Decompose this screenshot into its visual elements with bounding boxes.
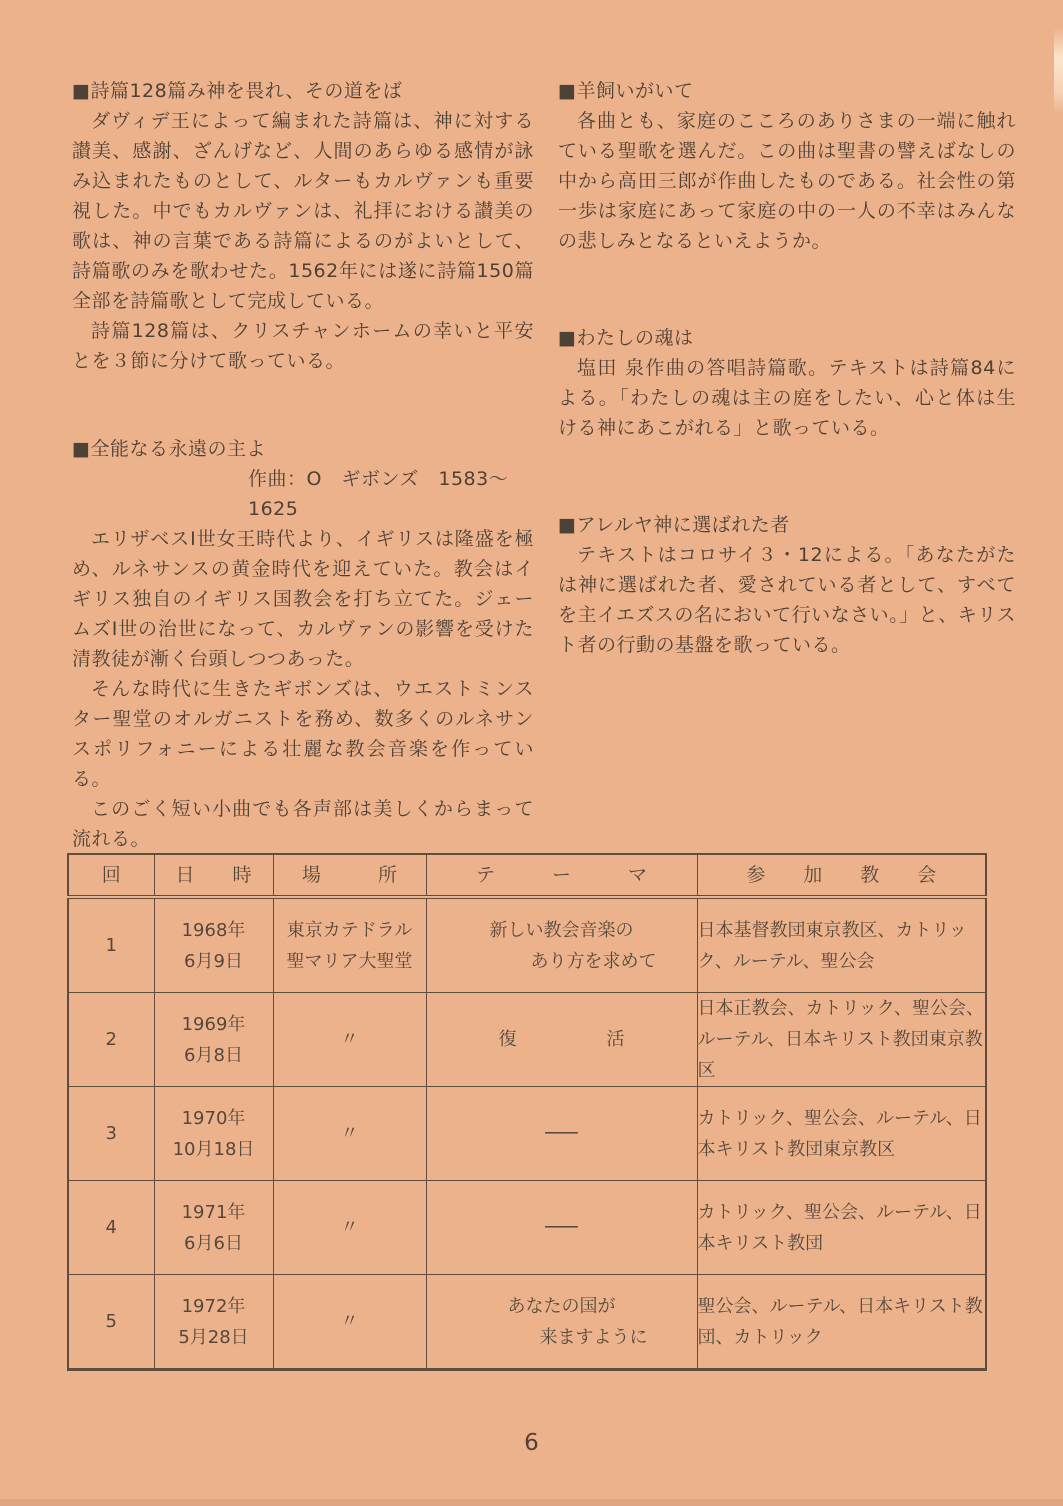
date-day: 5月28日 <box>178 1326 249 1348</box>
page-number: 6 <box>524 1430 539 1456</box>
left-column <box>72 76 534 854</box>
cell-number: 2 <box>68 993 154 1087</box>
section-my-soul <box>558 323 1016 443</box>
ditto-mark: 〃 <box>340 1123 359 1144</box>
cell-theme <box>426 993 697 1087</box>
cell-datetime <box>154 1087 273 1181</box>
column-header-participating-churches: 参 加 教 会 <box>697 854 986 897</box>
cell-place <box>273 993 426 1087</box>
theme-dash: ─── <box>545 1123 578 1144</box>
section-heading: ■アレルヤ神に選ばれた者 <box>558 514 790 536</box>
section-almighty-eternal-lord <box>72 434 534 854</box>
cell-place <box>273 1087 426 1181</box>
cell-theme <box>426 1275 697 1370</box>
cell-datetime <box>154 897 273 993</box>
date-day: 6月9日 <box>184 950 243 972</box>
section-heading: ■全能なる永遠の主よ <box>72 438 266 460</box>
ditto-mark: 〃 <box>340 1311 359 1332</box>
cell-place <box>273 1275 426 1370</box>
theme-line: あり方を求めて <box>530 950 657 972</box>
place-line: 聖マリア大聖堂 <box>286 950 413 972</box>
column-header-datetime: 日 時 <box>154 854 273 897</box>
column-header-number: 回 <box>68 854 154 897</box>
cell-number: 4 <box>68 1181 154 1275</box>
ditto-mark: 〃 <box>340 1029 359 1050</box>
cell-churches: 日本正教会、カトリック、聖公会、ルーテル、日本キリスト教団東京教区 <box>697 993 986 1087</box>
cell-datetime <box>154 1275 273 1370</box>
table-header-row <box>68 854 986 897</box>
date-year: 1972年 <box>181 1295 246 1317</box>
paragraph: 詩篇128篇は、クリスチャンホームの幸いと平安とを３節に分けて歌っている。 <box>72 320 534 372</box>
right-column <box>558 76 1016 660</box>
cell-theme <box>426 897 697 993</box>
scan-bottom-shadow <box>0 1499 1063 1506</box>
date-year: 1969年 <box>181 1013 246 1035</box>
paragraph: エリザベスⅠ世女王時代より、イギリスは隆盛を極め、ルネサンスの黄金時代を迎えていた。教会はイギリス独自のイギリス国教会を打ち立てた。ジェームズⅠ世の治世になって、カルヴァンの影響を受けた清教徒が漸く台頭しつつあった。 <box>72 528 534 670</box>
cell-churches: カトリック、聖公会、ルーテル、日本キリスト教団 <box>697 1181 986 1275</box>
paragraph: このごく短い小曲でも各声部は美しくからまって流れる。 <box>72 798 534 850</box>
cell-churches: 日本基督教団東京教区、カトリック、ルーテル、聖公会 <box>697 897 986 993</box>
cell-number: 3 <box>68 1087 154 1181</box>
concert-history-table <box>67 853 987 1371</box>
paragraph: 各曲とも、家庭のこころのありさまの一端に触れている聖歌を選んだ。この曲は聖書の譬えばなしの中から高田三郎が作曲したものである。社会性の第一歩は家庭にあって家庭の中の一人の不幸はみんなの悲しみとなるといえようか。 <box>558 110 1016 252</box>
cell-number: 1 <box>68 897 154 993</box>
table-row <box>68 1275 986 1370</box>
ditto-mark: 〃 <box>340 1217 359 1238</box>
cell-place <box>273 897 426 993</box>
date-day: 6月6日 <box>184 1232 243 1254</box>
section-psalm-128 <box>72 76 534 376</box>
paragraph: ダヴィデ王によって編まれた詩篇は、神に対する讃美、感謝、ざんげなど、人間のあらゆる感情が詠み込まれたものとして、ルターもカルヴァンも重要視した。中でもカルヴァンは、礼拝における讃美の歌は、神の言葉である詩篇によるのがよいとして、詩篇歌のみを歌わせた。1562年には遂に詩篇150篇全部を詩篇歌として完成している。 <box>72 110 534 312</box>
cell-number: 5 <box>68 1275 154 1370</box>
theme-line: あなたの国が <box>507 1295 616 1317</box>
date-day: 10月18日 <box>172 1138 255 1160</box>
table-row <box>68 897 986 993</box>
date-year: 1970年 <box>181 1107 246 1129</box>
date-year: 1968年 <box>181 919 246 941</box>
theme-line: 新しい教会音楽の <box>489 919 634 941</box>
section-alleluia-chosen <box>558 510 1016 660</box>
section-heading: ■わたしの魂は <box>558 327 694 349</box>
theme-dash: ─── <box>545 1217 578 1238</box>
section-heading: ■羊飼いがいて <box>558 80 694 102</box>
composer-credit: 作曲：O ギボンズ 1583〜1625 <box>248 468 509 520</box>
theme-line: 来ますように <box>539 1326 648 1348</box>
cell-datetime <box>154 993 273 1087</box>
cell-place <box>273 1181 426 1275</box>
cell-theme <box>426 1087 697 1181</box>
cell-churches: 聖公会、ルーテル、日本キリスト教団、カトリック <box>697 1275 986 1370</box>
column-header-theme: テ ー マ <box>426 854 697 897</box>
table-row <box>68 1181 986 1275</box>
date-day: 6月8日 <box>184 1044 243 1066</box>
cell-churches: カトリック、聖公会、ルーテル、日本キリスト教団東京教区 <box>697 1087 986 1181</box>
paragraph: テキストはコロサイ３・12による。「あなたがたは神に選ばれた者、愛されている者として、すべてを主イエズスの名において行いなさい。」と、キリスト者の行動の基盤を歌っている。 <box>558 544 1016 656</box>
theme-line: 復 活 <box>498 1029 625 1050</box>
section-shepherd <box>558 76 1016 256</box>
cell-datetime <box>154 1181 273 1275</box>
place-line: 東京カテドラル <box>286 919 413 941</box>
table-row <box>68 993 986 1087</box>
paragraph: そんな時代に生きたギボンズは、ウエストミンスター聖堂のオルガニストを務め、数多くのルネサンスポリフォニーによる壮麗な教会音楽を作っている。 <box>72 678 534 790</box>
date-year: 1971年 <box>181 1201 246 1223</box>
section-heading: ■詩篇128篇み神を畏れ、その道をば <box>72 80 403 102</box>
cell-theme <box>426 1181 697 1275</box>
paragraph: 塩田 泉作曲の答唱詩篇歌。テキストは詩篇84による。「わたしの魂は主の庭をしたい、心と体は生ける神にあこがれる」と歌っている。 <box>558 357 1016 439</box>
column-header-place: 場 所 <box>273 854 426 897</box>
table-row <box>68 1087 986 1181</box>
scan-edge-artifact <box>1054 28 1063 114</box>
